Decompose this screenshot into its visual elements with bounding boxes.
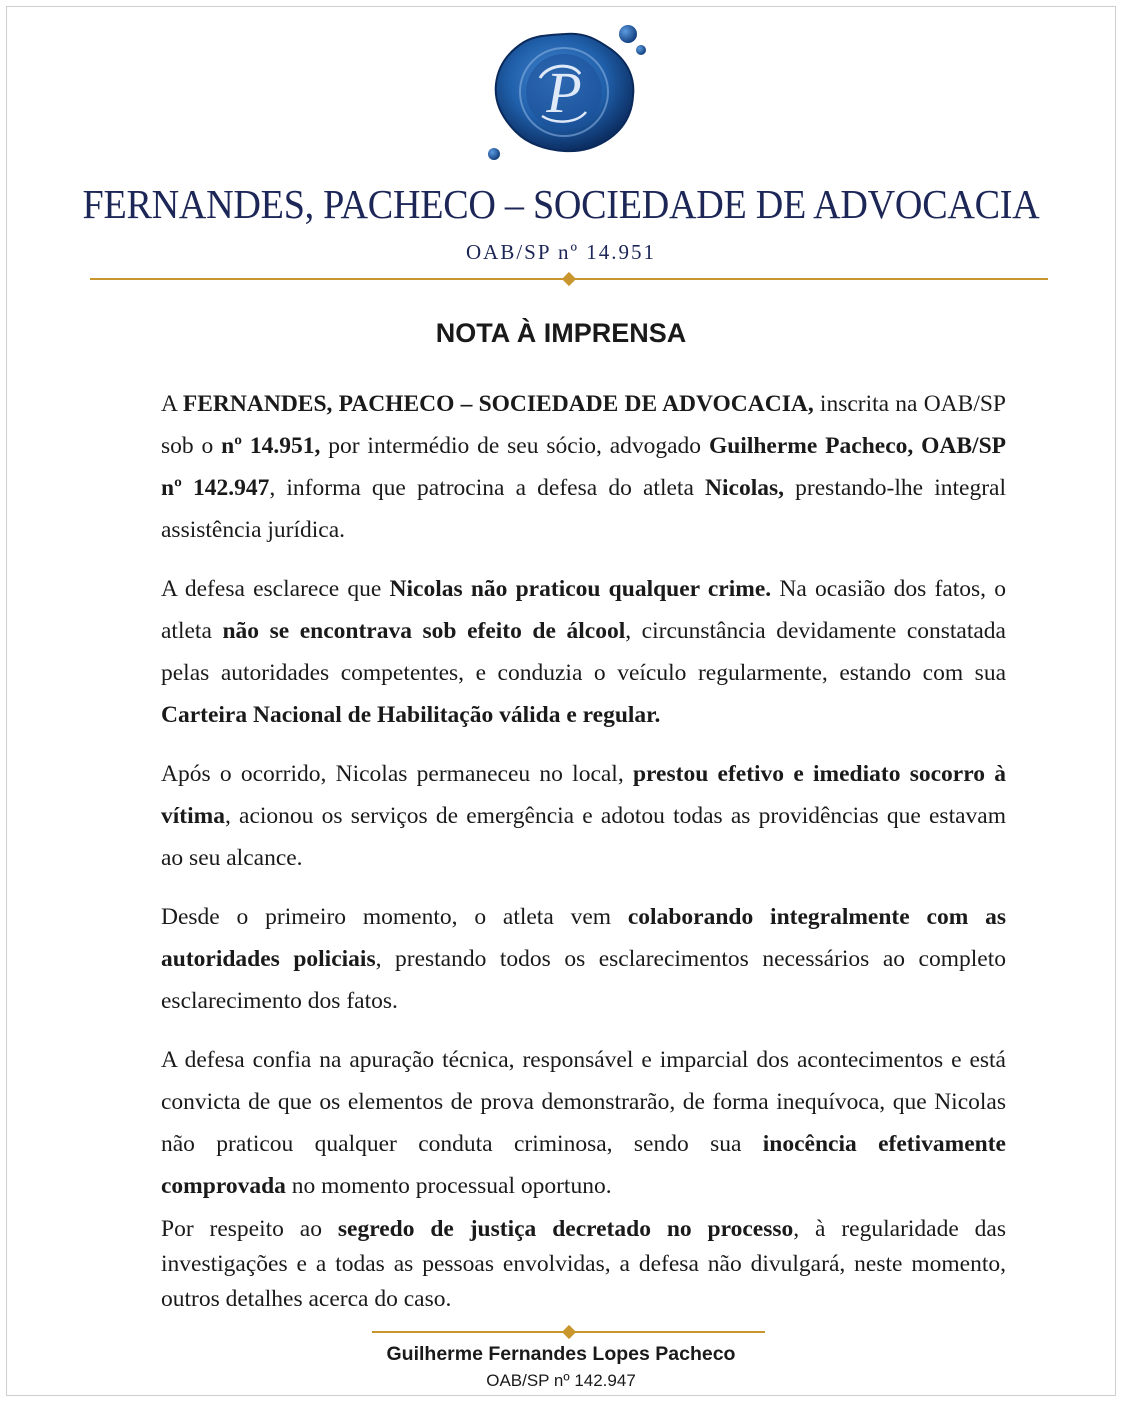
body-paragraph <box>161 1039 1006 1207</box>
text: Desde o primeiro momento, o atleta vem <box>161 904 628 930</box>
signature-oab-number: OAB/SP nº 142.947 <box>486 1371 636 1390</box>
text: , informa que patrocina a defesa do atleta <box>269 475 706 501</box>
text: inscrita na OAB/SP sob o <box>161 391 1006 459</box>
body-paragraph <box>161 568 1006 736</box>
bold-text: Carteira Nacional de Habilitação válida e regular. <box>161 702 661 728</box>
bold-text: Nicolas, <box>705 475 785 501</box>
body-paragraph <box>161 753 1006 879</box>
text: prestando-lhe integral assistência jurídica. <box>161 475 1006 543</box>
press-note-body <box>161 383 1006 1334</box>
bold-text: Guilherme Pacheco, OAB/SP nº 142.947 <box>161 433 1006 501</box>
text: no momento processual oportuno. <box>285 1173 612 1199</box>
text: por intermédio de seu sócio, advogado <box>320 433 709 459</box>
text: , à regularidade das investigações e a todas as pessoas envolvidas, a defesa não divulgará, neste momento, outros detalhes acerca do caso. <box>161 1216 1007 1312</box>
bold-text: segredo de justiça decretado no processo <box>337 1216 794 1242</box>
text: Após o ocorrido, Nicolas permaneceu no local, <box>161 761 633 787</box>
bold-text: não se encontrava sob efeito de álcool <box>222 618 626 644</box>
signature-name: Guilherme Fernandes Lopes Pacheco <box>386 1343 736 1365</box>
text: , prestando todos os esclarecimentos necessários ao completo esclarecimento dos fatos. <box>161 946 1006 1014</box>
firm-oab-number: OAB/SP nº 14.951 <box>465 240 656 264</box>
body-paragraph <box>161 1212 1006 1317</box>
text: A <box>161 391 183 417</box>
bold-text: nº 14.951, <box>221 433 321 459</box>
bold-text: inocência efetivamente comprovada <box>161 1131 1006 1199</box>
text: , circunstância devidamente constatada pelas autoridades competentes, e conduzia o veículo regularmente, estando com sua <box>161 618 1006 686</box>
bold-text: prestou efetivo e imediato socorro à vítima <box>161 761 1006 829</box>
text: Na ocasião dos fatos, o atleta <box>161 576 1007 644</box>
text: A defesa esclarece que <box>161 576 390 602</box>
text: A defesa confia na apuração técnica, responsável e imparcial dos acontecimentos e está convicta de que os elementos de prova demonstrarão, de forma inequívoca, que Nicolas não praticou qualquer conduta criminosa, sendo sua <box>161 1047 1006 1157</box>
text: , acionou os serviços de emergência e adotou todas as providências que estavam ao seu alcance. <box>161 803 1006 871</box>
body-paragraph <box>161 383 1006 551</box>
firm-name: FERNANDES, PACHECO – SOCIEDADE DE ADVOCACIA <box>82 181 1040 227</box>
svg-text:P: P <box>546 60 582 125</box>
wax-seal-monogram-icon <box>480 20 650 165</box>
press-note-title: NOTA À IMPRENSA <box>435 318 687 348</box>
bold-text: colaborando integralmente com as autoridades policiais <box>161 904 1006 972</box>
text: Por respeito ao <box>161 1216 338 1242</box>
body-paragraph <box>161 896 1006 1022</box>
bold-text: FERNANDES, PACHECO – SOCIEDADE DE ADVOCACIA, <box>182 391 814 417</box>
bold-text: Nicolas não praticou qualquer crime. <box>389 576 772 602</box>
